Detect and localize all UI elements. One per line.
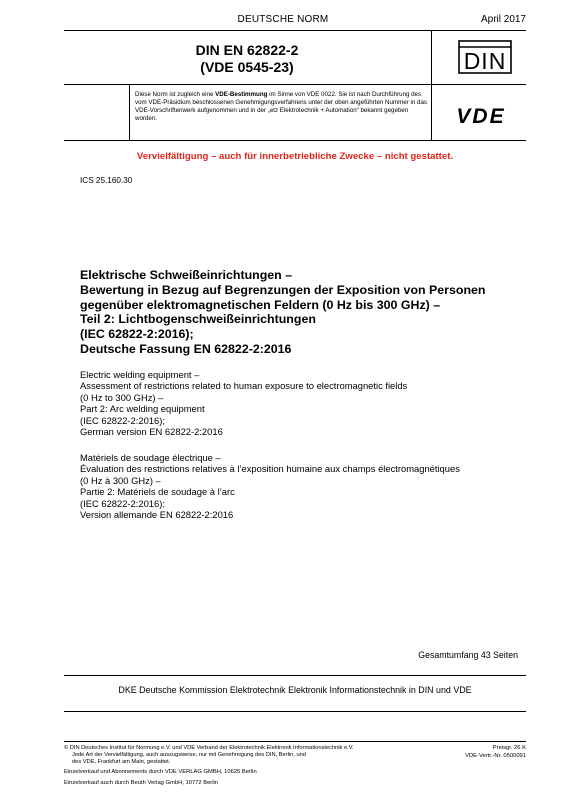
vde-note-text: im Sinne von VDE 0022. Sie ist nach Durchführung des vom VDE-Präsidium beschlossenen Genehmigungsverfahrens unter der oben angeführten Nummer in das VDE-Vorschriftenwerk aufgenommen und in der „etz Elektrotechnik + Automation“ bekannt gegeben worden. [135, 91, 427, 122]
title-line: (IEC 62822-2:2016); [80, 497, 165, 509]
standard-number: DIN EN 62822-2 [195, 42, 299, 58]
reproduction-warning: Vervielfältigung – auch für innerbetriebliche Zwecke – nicht gestattet. [136, 151, 454, 162]
title-line: (IEC 62822-2:2016); [80, 327, 194, 342]
vde-logo-text: VDE [456, 105, 506, 127]
price-info [465, 745, 526, 760]
vde-note-text: Diese Norm ist zugleich eine [135, 91, 216, 98]
vde-logo [444, 103, 518, 127]
dke-commission: DKE Deutsche Kommission Elektrotechnik Elektronik Informationstechnik in DIN und VDE [118, 685, 472, 695]
title-line: Évaluation des restrictions relatives à l’exposition humaine aux champs électromagnétiques [80, 463, 460, 475]
divider [64, 741, 526, 742]
title-line: gegenüber elektromagnetischen Feldern (0 Hz bis 300 GHz) – [80, 297, 441, 312]
title-german [80, 268, 520, 357]
copyright-line: Jede Art der Vervielfältigung, auch auszugsweise, nur mit Genehmigung des DIN, Berlin, und [72, 751, 306, 758]
document-type: DEUTSCHE NORM [237, 14, 329, 25]
copyright-line: des VDE, Frankfurt am Main, gestattet. [72, 758, 171, 765]
title-line: Deutsche Fassung EN 62822-2:2016 [80, 341, 292, 356]
divider [431, 30, 432, 140]
title-line: Part 2: Arc welding equipment [80, 403, 205, 415]
standard-number-block [64, 42, 430, 76]
sales-vde: Einzelverkauf und Abonnements durch VDE VERLAG GMBH, 10625 Berlin [64, 769, 257, 775]
din-logo-text: DIN [463, 48, 507, 74]
divider [64, 675, 526, 676]
price-group: Preisgr. 26 K [492, 745, 526, 751]
title-line: Electric welding equipment – [80, 369, 200, 380]
divider [129, 84, 130, 140]
order-number: VDE-Vertr.-Nr. 0500091 [465, 752, 526, 759]
copyright-notice [64, 745, 424, 766]
vde-regulation-note [135, 91, 431, 123]
title-line: (0 Hz to 300 GHz) – [80, 391, 164, 403]
title-line: Teil 2: Lichtbogenschweißeinrichtungen [80, 312, 316, 327]
title-line: (IEC 62822-2:2016); [80, 414, 165, 426]
divider [64, 84, 526, 85]
title-line: Assessment of restrictions related to human exposure to electromagnetic fields [80, 380, 408, 392]
sales-beuth: Einzelverkauf auch durch Beuth Verlag GmbH, 10772 Berlin [64, 780, 219, 786]
title-line: Version allemande EN 62822-2:2016 [80, 509, 234, 521]
title-line: (0 Hz à 300 GHz) – [80, 474, 161, 486]
publication-date: April 2017 [480, 14, 526, 25]
title-line: Partie 2: Matériels de soudage à l’arc [80, 486, 235, 498]
ics-code: ICS 25.160.30 [80, 176, 133, 185]
title-line: Elektrische Schweißeinrichtungen – [80, 268, 293, 282]
vde-classification: (VDE 0545-23) [200, 59, 294, 75]
din-logo [458, 40, 512, 74]
title-line: Bewertung in Bezug auf Begrenzungen der Exposition von Personen [80, 282, 486, 297]
vde-note-emphasis: VDE-Bestimmung [215, 91, 268, 98]
total-pages: Gesamtumfang 43 Seiten [418, 650, 518, 660]
title-line: Matériels de soudage électrique – [80, 452, 221, 463]
divider [64, 711, 526, 712]
copyright-line: © DIN Deutsches Institut für Normung e.V. und VDE Verband der Elektrotechnik Elektronik Informationstechnik e.V. [64, 745, 354, 751]
divider [64, 30, 526, 31]
title-english [80, 369, 520, 437]
title-french [80, 452, 520, 520]
divider [64, 140, 526, 141]
title-line: German version EN 62822-2:2016 [80, 426, 223, 438]
